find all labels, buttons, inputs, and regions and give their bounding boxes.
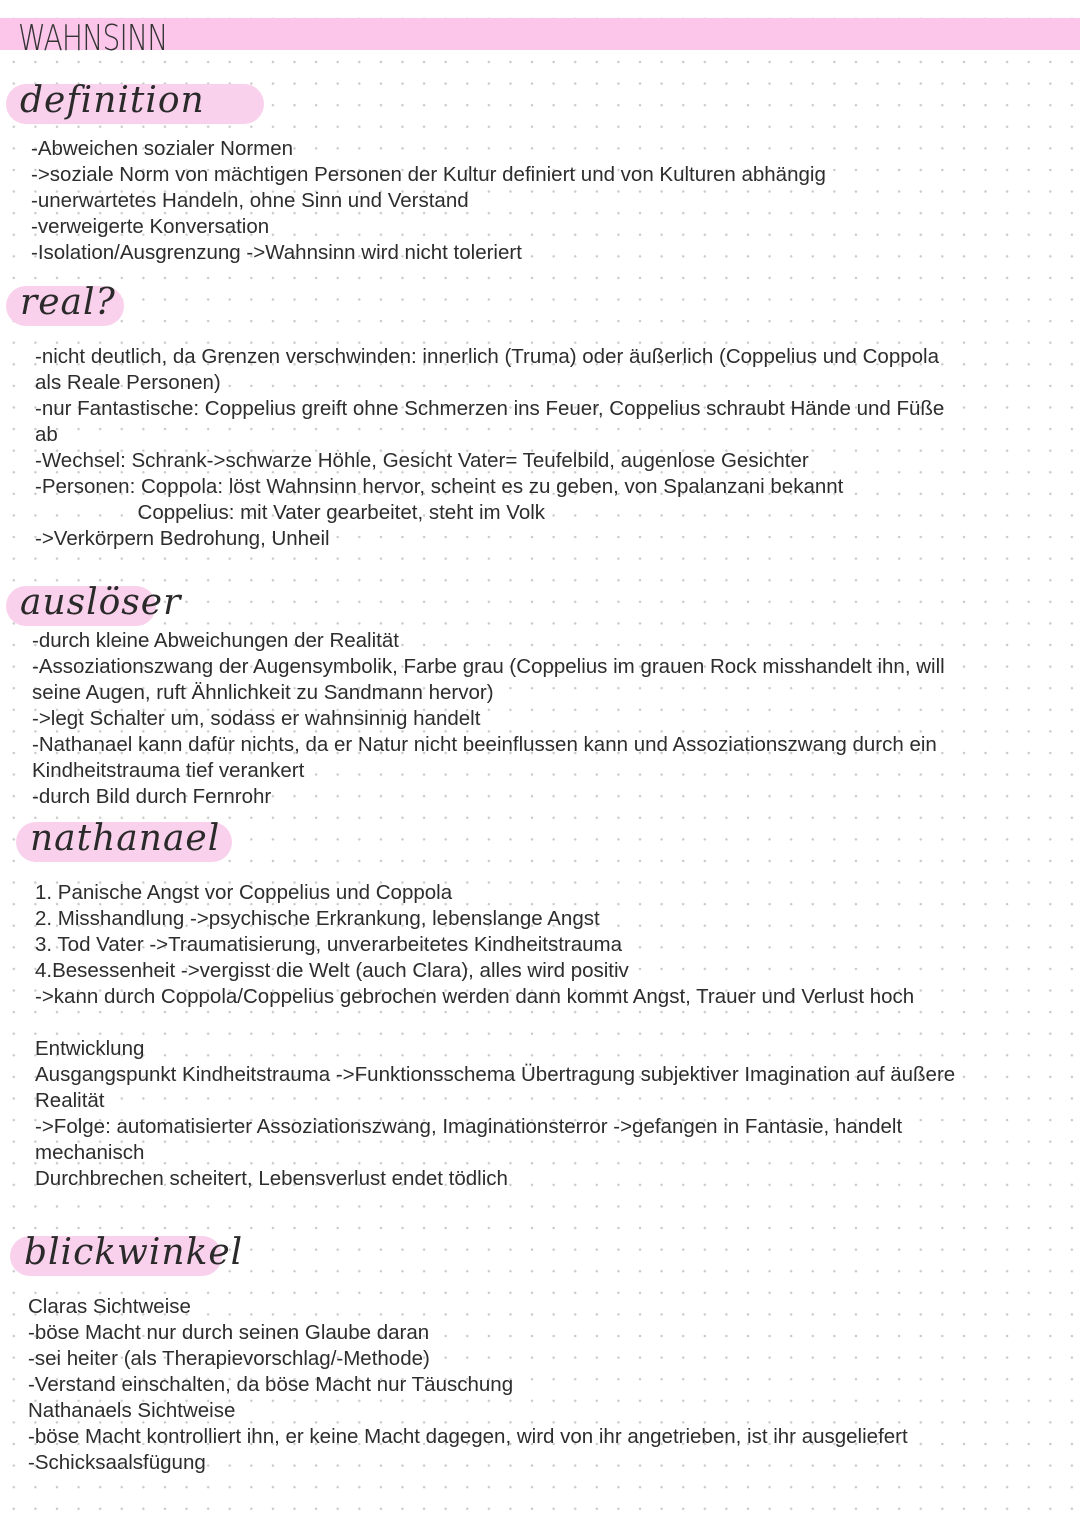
heading-nathanael — [16, 818, 232, 862]
text-line: -Verstand einschalten, da böse Macht nur Täuschung — [28, 1373, 514, 1396]
heading-definition-label: definition — [20, 80, 205, 121]
text-line: 2. Misshandlung ->psychische Erkrankung, lebenslange Angst — [35, 907, 600, 930]
text-line: ->Verkörpern Bedrohung, Unheil — [35, 527, 330, 550]
text-line: -böse Macht nur durch seinen Glaube daran — [28, 1321, 430, 1344]
text-line: mechanisch — [35, 1141, 145, 1164]
blickwinkel-text — [28, 1294, 908, 1476]
heading-real — [6, 282, 124, 326]
heading-blickwinkel — [10, 1232, 244, 1276]
text-line: ab — [35, 423, 58, 446]
text-line: -Assoziationszwang der Augensymbolik, Farbe grau (Coppelius im grauen Rock misshandelt ihn, will — [32, 655, 945, 678]
text-line: -unerwartetes Handeln, ohne Sinn und Verstand — [31, 189, 469, 212]
text-line: -sei heiter (als Therapievorschlag/-Methode) — [28, 1347, 430, 1370]
definition-text — [31, 136, 826, 266]
text-line: Kindheitstrauma tief verankert — [32, 759, 305, 782]
text-line: ->soziale Norm von mächtigen Personen der Kultur definiert und von Kulturen abhängig — [31, 163, 826, 186]
text-line — [35, 1010, 955, 1036]
text-line: -verweigerte Konversation — [31, 215, 270, 238]
text-line: Entwicklung — [35, 1037, 145, 1060]
heading-definition — [6, 80, 264, 124]
text-line: Coppelius: mit Vater gearbeitet, steht im Volk — [35, 501, 546, 524]
text-line: -Wechsel: Schrank->schwarze Höhle, Gesicht Vater= Teufelbild, augenlose Gesichter — [35, 449, 809, 472]
heading-ausloeser-label: auslöser — [20, 582, 182, 623]
heading-ausloeser — [6, 582, 182, 626]
text-line: ->legt Schalter um, sodass er wahnsinnig handelt — [32, 707, 481, 730]
text-line: -durch Bild durch Fernrohr — [32, 785, 272, 808]
text-line: -nicht deutlich, da Grenzen verschwinden: innerlich (Truma) oder äußerlich (Coppelius und Coppola — [35, 345, 939, 368]
heading-nathanael-label: nathanael — [30, 818, 221, 859]
text-line: -Schicksaalsfügung — [28, 1451, 206, 1474]
page-title: WAHNSINN — [18, 18, 168, 59]
text-line: -Abweichen sozialer Normen — [31, 137, 294, 160]
text-line: ->Folge: automatisierter Assoziationszwang, Imaginationsterror ->gefangen in Fantasie, handelt — [35, 1115, 903, 1138]
heading-real-label: real? — [20, 282, 116, 323]
text-line: Realität — [35, 1089, 105, 1112]
heading-blickwinkel-label: blickwinkel — [24, 1232, 244, 1273]
ausloeser-text — [32, 628, 945, 810]
text-line: -Nathanael kann dafür nichts, da er Natur nicht beeinflussen kann und Assoziationszwang durch ein — [32, 733, 937, 756]
text-line: -durch kleine Abweichungen der Realität — [32, 629, 399, 652]
text-line: -böse Macht kontrolliert ihn, er keine Macht dagegen, wird von ihr angetrieben, ist ihr ausgeliefert — [28, 1425, 908, 1448]
text-line: 4.Besessenheit ->vergisst die Welt (auch Clara), alles wird positiv — [35, 959, 629, 982]
text-line: 1. Panische Angst vor Coppelius und Coppola — [35, 881, 453, 904]
text-line: Ausgangspunkt Kindheitstrauma ->Funktionsschema Übertragung subjektiver Imagination auf äußere — [35, 1063, 956, 1086]
text-line: Nathanaels Sichtweise — [28, 1399, 236, 1422]
nathanael-text — [35, 880, 955, 1192]
text-line: 3. Tod Vater ->Traumatisierung, unverarbeitetes Kindheitstrauma — [35, 933, 623, 956]
real-text — [35, 344, 944, 552]
text-line: als Reale Personen) — [35, 371, 221, 394]
text-line: -Isolation/Ausgrenzung ->Wahnsinn wird nicht toleriert — [31, 241, 522, 264]
text-line: -Personen: Coppola: löst Wahnsinn hervor, scheint es zu geben, von Spalanzani bekannt — [35, 475, 844, 498]
text-line: -nur Fantastische: Coppelius greift ohne Schmerzen ins Feuer, Coppelius schraubt Hände und Füße — [35, 397, 945, 420]
text-line: Durchbrechen scheitert, Lebensverlust endet tödlich — [35, 1167, 508, 1190]
text-line: seine Augen, ruft Ähnlichkeit zu Sandmann hervor) — [32, 681, 494, 704]
text-line: ->kann durch Coppola/Coppelius gebrochen werden dann kommt Angst, Trauer und Verlust hoch — [35, 985, 915, 1008]
text-line: Claras Sichtweise — [28, 1295, 191, 1318]
